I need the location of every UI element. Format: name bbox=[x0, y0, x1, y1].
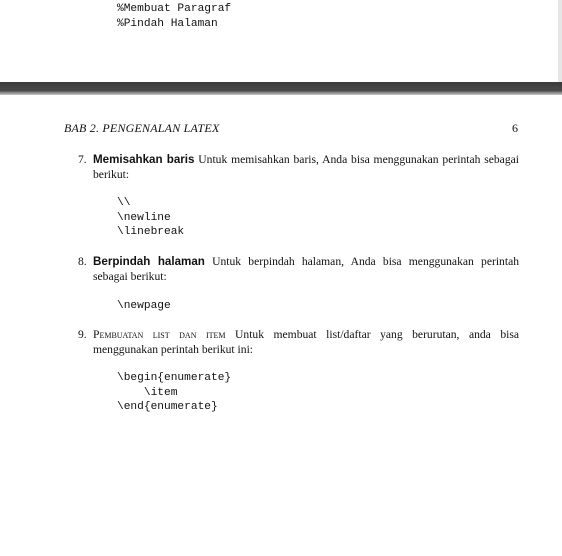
current-page bbox=[0, 95, 562, 556]
item-body: Untuk membuat list/daftar yang berurutan, anda bisa menggunakan perintah berikut ini: bbox=[93, 328, 520, 356]
code-line: %Pindah Halaman bbox=[117, 17, 218, 30]
code-line: %Membuat Paragraf bbox=[117, 3, 232, 15]
item-paragraph bbox=[93, 327, 519, 357]
item-number: 7. bbox=[78, 153, 87, 166]
previous-page-code bbox=[117, 2, 231, 31]
item-paragraph bbox=[93, 152, 519, 182]
item-title: Memisahkan baris bbox=[93, 153, 195, 166]
item-body: Untuk berpindah halaman, Anda bisa menggunakan perintah sebagai berikut: bbox=[93, 255, 520, 283]
code-line: \begin{enumerate} bbox=[117, 372, 232, 384]
running-head: BAB 2. PENGENALAN LATEX bbox=[64, 121, 220, 135]
code-line: \end{enumerate} bbox=[117, 401, 218, 413]
item-number: 9. bbox=[78, 328, 87, 341]
code-line: \linebreak bbox=[117, 226, 185, 238]
code-line: \newpage bbox=[117, 300, 171, 312]
scrollbar-track[interactable] bbox=[558, 0, 562, 82]
page-separator bbox=[0, 82, 562, 95]
code-line: \item bbox=[117, 386, 178, 399]
code-block bbox=[117, 371, 231, 415]
item-paragraph bbox=[93, 254, 519, 284]
item-number: 8. bbox=[78, 255, 87, 268]
code-block bbox=[117, 196, 184, 240]
item-title: Berpindah halaman bbox=[93, 255, 205, 268]
code-line: \\ bbox=[117, 197, 131, 209]
code-line: \newline bbox=[117, 211, 171, 224]
code-block bbox=[117, 299, 171, 314]
previous-page bbox=[0, 0, 558, 82]
item-title: Pembuatan list dan item bbox=[93, 328, 226, 341]
item-body: Untuk memisahkan baris, Anda bisa menggunakan perintah sebagai berikut: bbox=[93, 153, 519, 181]
page-number: 6 bbox=[512, 121, 518, 135]
